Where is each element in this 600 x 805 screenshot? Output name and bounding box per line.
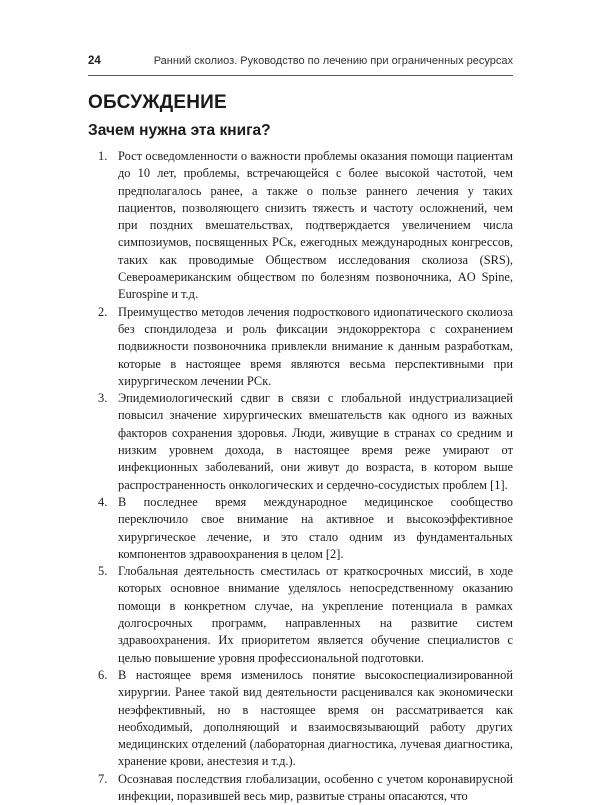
list-item-text: Преимущество методов лечения подросткового идиопатического сколиоза без спондилодеза и роль фиксации эндокорректора с сохранением подвижности позвоночника привлекли внимание к данным разработкам, которые в настоящее время являются весьма перспективными при хирургическом лечении РСк. xyxy=(118,304,513,388)
list-item-text: В последнее время международное медицинское сообщество переключило свое внимание на активное и высокоэффективное хирургическое лечение, и это стало одним из фундаментальных компонентов здравоохранения в целом [2]. xyxy=(118,494,513,561)
list-item xyxy=(98,390,513,494)
list-item xyxy=(98,494,513,563)
list-item xyxy=(98,304,513,390)
list-item-number: 2. xyxy=(98,304,108,319)
list-item-number: 1. xyxy=(98,149,108,163)
list-item-number: 7. xyxy=(98,771,108,786)
subsection-title: Зачем нужна эта книга? xyxy=(88,122,271,139)
list-item-text: Эпидемиологический сдвиг в связи с глобальной индустриализацией повысил значение хирургических вмешательств как одного из важных факторов сохранения здоровья. Люди, живущие в странах со средним и низким уровнем дохода, в настоящее время реже умирают от инфекционных заболеваний, они живут до возраста, в котором выше распространенность онкологических и сердечно-сосудистых проблем [1]. xyxy=(118,391,513,492)
numbered-list xyxy=(98,148,513,805)
list-item xyxy=(98,667,513,771)
list-item xyxy=(98,771,513,805)
running-title: Ранний сколиоз. Руководство по лечению при ограниченных ресурсах xyxy=(153,55,513,67)
list-item xyxy=(98,563,513,667)
header-divider xyxy=(88,75,513,76)
page-number: 24 xyxy=(88,55,101,67)
list-item-number: 3. xyxy=(98,391,108,406)
list-item-number: 5. xyxy=(98,564,108,579)
page-header xyxy=(88,55,513,71)
section-title: ОБСУЖДЕНИЕ xyxy=(88,92,227,113)
list-item-text: В настоящее время изменилось понятие высокоспециализированной хирургии. Ранее такой вид деятельности расценивался как экономически неэффективный, но в настоящее время он рассматривается как необходимый, дополняющий и взаимосвязывающий работу других медицинских отделений (лабораторная диагностика, лучевая диагностика, хранение крови, анестезия и т.д.). xyxy=(118,667,513,769)
list-item-number: 6. xyxy=(98,667,108,682)
list-item-number: 4. xyxy=(98,494,108,509)
list-item xyxy=(98,148,513,304)
list-item-text: Глобальная деятельность сместилась от краткосрочных миссий, в ходе которых основное внимание уделялось непосредственному оказанию помощи в конкретном случае, на укрепление потенциала в рамках долгосрочных программ, направленных на развитие систем здравоохранения. Их приоритетом является обучение специалистов с целью повышение уровня профессиональной подготовки. xyxy=(118,564,513,665)
list-item-text: Осознавая последствия глобализации, особенно с учетом коронавирусной инфекции, поразившей весь мир, развитые страны опасаются, что xyxy=(118,771,513,803)
list-item-text: Рост осведомленности о важности проблемы оказания помощи пациентам до 10 лет, проблемы, встречающейся с более высокой частотой, чем предполагалось ранее, а также о пользе раннего лечения у таких пациентов, позволяющего снизить тяжесть и частоту осложнений, чем при поздних вмешательствах, подтверждается увеличением числа симпозиумов, посвященных РСк, ежегодных международных конгрессов, таких как проводимые Обществом исследования сколиоза (SRS), Североамериканским обществом по болезням позвоночника, AO Spine, Eurospine и т.д. xyxy=(118,149,513,302)
